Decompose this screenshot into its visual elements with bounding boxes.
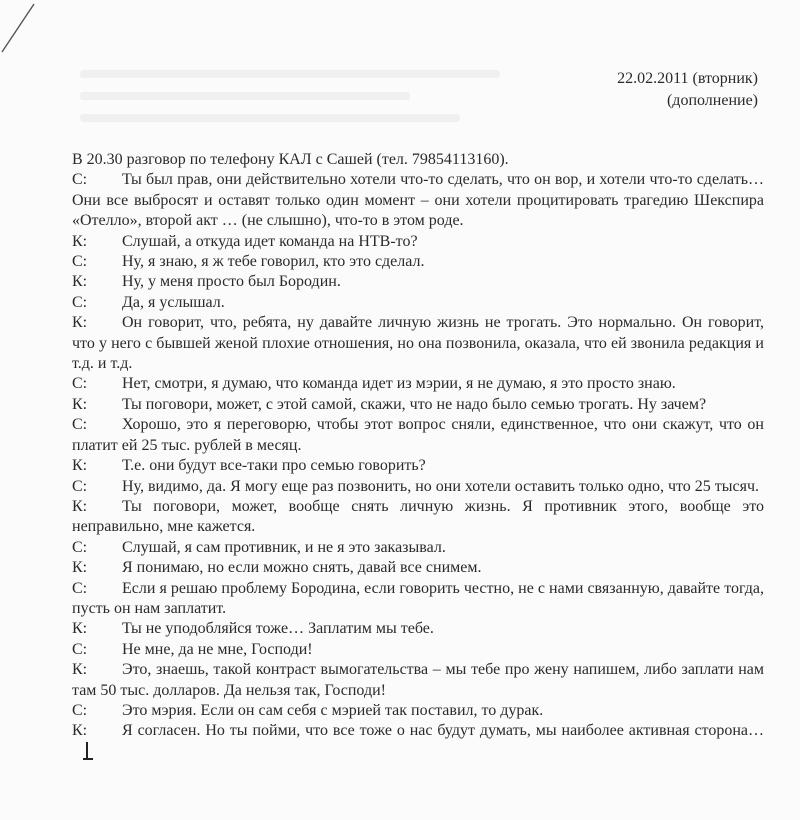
- dialogue-entry: [72, 558, 764, 578]
- speaker-label: К:: [72, 273, 88, 291]
- dialogue-text: Т.е. они будут все-таки про семью говорить?: [122, 457, 426, 475]
- dialogue-text: Я понимаю, но если можно снять, давай все снимем.: [122, 559, 482, 577]
- dialogue-text: Ну, видимо, да. Я могу еще раз позвонить, но они хотели оставить только одно, что 25 тысяч.: [122, 477, 760, 495]
- speaker-label: С:: [72, 253, 88, 271]
- speaker-label: С:: [72, 579, 88, 597]
- speaker-label: К:: [72, 314, 88, 332]
- dialogue-text: Слушай, я сам противник, и не я это заказывал.: [122, 538, 446, 556]
- addendum-note: (дополнение): [666, 92, 758, 109]
- speaker-label: К:: [72, 620, 88, 638]
- dialogue-list: [72, 170, 764, 762]
- dialogue-entry: [72, 395, 764, 415]
- dialogue-text: Нет, смотри, я думаю, что команда идет из мэрии, я не думаю, я это просто знаю.: [122, 375, 676, 393]
- dialogue-entry: [72, 660, 764, 701]
- dialogue-text: Не мне, да не мне, Господи!: [122, 640, 313, 658]
- dialogue-text: Ты был прав, они действительно хотели что-то сделать, что он вор, и хотели что-то сделать… Они все выбросят и оставят только один момент – они хотели процитировать трагедию Шекспира «Отелло», второй акт … (не слышно), что-то в этом роде.: [72, 171, 764, 230]
- transcript-body: [72, 150, 764, 762]
- dialogue-entry: [72, 477, 764, 497]
- date-line: 22.02.2011 (вторник): [617, 70, 758, 87]
- dialogue-text: Ну, у меня просто был Бородин.: [122, 273, 341, 291]
- speaker-label: С:: [72, 640, 88, 658]
- dialogue-entry: [72, 701, 764, 721]
- dialogue-entry: [72, 272, 764, 292]
- speaker-label: К:: [72, 497, 88, 515]
- dialogue-text: Хорошо, это я переговорю, чтобы этот вопрос сняли, единственное, что они скажут, что он платит ей 25 тыс. рублей в месяц.: [72, 416, 764, 454]
- dialogue-entry: [72, 497, 764, 538]
- speaker-label: К:: [72, 559, 88, 577]
- dialogue-entry: [72, 170, 764, 231]
- dialogue-text: Это мэрия. Если он сам себя с мэрией так поставил, то дурак.: [122, 701, 544, 719]
- dialogue-entry: [72, 579, 764, 620]
- dialogue-entry: [72, 293, 764, 313]
- speaker-label: С:: [72, 171, 88, 189]
- dialogue-entry: [72, 374, 764, 394]
- speaker-label: К:: [72, 722, 88, 740]
- speaker-label: К:: [72, 661, 88, 679]
- text-cursor-mark: [86, 742, 88, 758]
- speaker-label: К:: [72, 457, 88, 475]
- dialogue-text: Ты поговори, может, с этой самой, скажи, что не надо было семью трогать. Ну зачем?: [122, 395, 707, 413]
- dialogue-entry: [72, 313, 764, 374]
- dialogue-text: Это, знаешь, такой контраст вымогательства – мы тебе про жену напишем, либо заплати нам там 50 тыс. долларов. Да нельзя так, Господи!: [72, 661, 764, 699]
- date-header: [617, 68, 758, 112]
- speaker-label: С:: [72, 416, 88, 434]
- dialogue-text: Ты не уподобляйся тоже… Заплатим мы тебе.: [122, 620, 434, 638]
- dialogue-entry: [72, 415, 764, 456]
- dialogue-text: Если я решаю проблему Бородина, если говорить честно, не с нами связанную, давайте тогда, пусть он нам заплатит.: [72, 579, 764, 617]
- dialogue-text: Ты поговори, может, вообще снять личную жизнь. Я противник этого, вообще это неправильно, мне кажется.: [72, 497, 764, 536]
- dialogue-entry: [72, 538, 764, 558]
- dialogue-text: Слушай, а откуда идет команда на НТВ-то?: [122, 232, 418, 250]
- dialogue-text: Он говорит, что, ребята, ну давайте личную жизнь не трогать. Это нормально. Он говорит, что у него с бывшей женой плохие отношения, но она позвонила, оказала, что ей звонила редакция и т.д. и т.д.: [72, 314, 764, 373]
- intro-line: В 20.30 разговор по телефону КАЛ с Сашей (тел. 79854113160).: [72, 151, 509, 168]
- dialogue-entry: [72, 252, 764, 272]
- dialogue-entry: [72, 456, 764, 476]
- dialogue-entry: [72, 721, 764, 762]
- dialogue-text: Да, я услышал.: [122, 293, 225, 311]
- speaker-label: С:: [72, 477, 88, 495]
- dialogue-entry: [72, 232, 764, 252]
- dialogue-entry: [72, 640, 764, 660]
- faded-background-text: [80, 70, 510, 130]
- speaker-label: К:: [72, 232, 88, 250]
- speaker-label: С:: [72, 375, 88, 393]
- pen-stroke-mark: [0, 0, 40, 60]
- speaker-label: С:: [72, 701, 88, 719]
- speaker-label: С:: [72, 538, 88, 556]
- speaker-label: С:: [72, 293, 88, 311]
- dialogue-text: Я согласен. Но ты пойми, что все тоже о нас будут думать, мы наиболее активная сторона…: [122, 722, 764, 740]
- speaker-label: К:: [72, 395, 88, 413]
- dialogue-entry: [72, 619, 764, 639]
- dialogue-text: Ну, я знаю, я ж тебе говорил, кто это сделал.: [122, 253, 425, 271]
